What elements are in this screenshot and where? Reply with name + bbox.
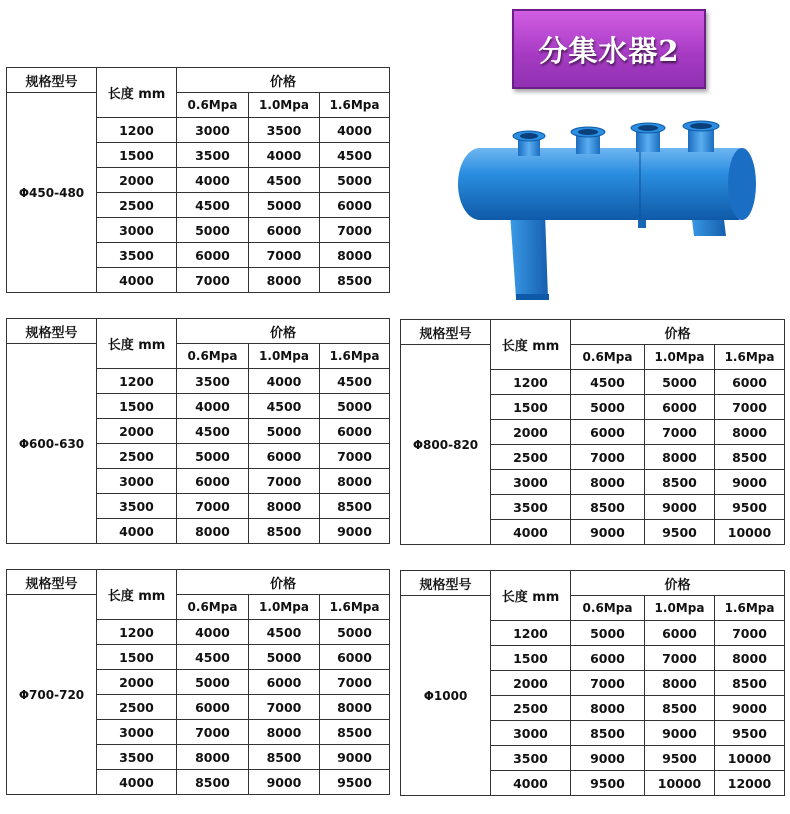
header-price: 价格: [177, 570, 390, 595]
price-cell: 6000: [645, 395, 715, 420]
price-cell: 8500: [177, 770, 249, 795]
price-cell: 10000: [715, 520, 785, 545]
header-pressure: 1.6Mpa: [320, 595, 390, 620]
price-table-1000: [400, 570, 785, 796]
price-cell: 9500: [320, 770, 390, 795]
header-length: 长度 mm: [491, 320, 571, 370]
price-cell: 4500: [249, 394, 320, 419]
price-cell: 8500: [320, 494, 390, 519]
price-cell: 12000: [715, 771, 785, 796]
price-cell: 7000: [249, 469, 320, 494]
price-cell: 6000: [249, 670, 320, 695]
price-cell: 4000: [249, 369, 320, 394]
model-cell: Φ1000: [401, 596, 491, 796]
header-pressure: 0.6Mpa: [177, 93, 249, 118]
model-cell: Φ800-820: [401, 345, 491, 545]
header-price: 价格: [177, 319, 390, 344]
price-cell: 4500: [571, 370, 645, 395]
price-cell: 7000: [715, 395, 785, 420]
price-cell: 8000: [715, 646, 785, 671]
price-cell: 8500: [571, 721, 645, 746]
price-cell: 9000: [715, 696, 785, 721]
header-length: 长度 mm: [491, 571, 571, 621]
length-cell: 2500: [97, 193, 177, 218]
page-title: 分集水器2: [538, 33, 680, 68]
price-cell: 7000: [177, 268, 249, 293]
price-table-800-820: [400, 319, 785, 545]
price-cell: 8500: [249, 519, 320, 544]
price-cell: 5000: [177, 670, 249, 695]
price-cell: 9000: [645, 721, 715, 746]
length-cell: 3500: [491, 746, 571, 771]
price-cell: 6000: [571, 420, 645, 445]
length-cell: 1500: [97, 645, 177, 670]
price-cell: 9000: [320, 745, 390, 770]
price-cell: 5000: [320, 620, 390, 645]
price-cell: 5000: [177, 444, 249, 469]
length-cell: 1500: [491, 395, 571, 420]
length-cell: 2000: [97, 670, 177, 695]
length-cell: 1500: [97, 143, 177, 168]
price-cell: 6000: [177, 695, 249, 720]
price-cell: 4000: [177, 394, 249, 419]
price-cell: 4000: [177, 620, 249, 645]
length-cell: 3500: [491, 495, 571, 520]
header-pressure: 0.6Mpa: [571, 345, 645, 370]
price-cell: 8500: [715, 445, 785, 470]
header-pressure: 1.0Mpa: [249, 93, 320, 118]
length-cell: 3000: [97, 218, 177, 243]
water-manifold-illustration: [450, 118, 770, 308]
price-cell: 8000: [645, 445, 715, 470]
price-cell: 8000: [249, 268, 320, 293]
price-cell: 8000: [715, 420, 785, 445]
header-pressure: 0.6Mpa: [177, 595, 249, 620]
price-cell: 6000: [249, 444, 320, 469]
price-cell: 5000: [571, 395, 645, 420]
length-cell: 3000: [97, 469, 177, 494]
price-cell: 5000: [249, 419, 320, 444]
price-cell: 5000: [320, 168, 390, 193]
price-cell: 6000: [571, 646, 645, 671]
price-cell: 4500: [249, 168, 320, 193]
price-cell: 5000: [249, 193, 320, 218]
price-cell: 8500: [320, 720, 390, 745]
price-cell: 7000: [320, 444, 390, 469]
price-cell: 7000: [177, 720, 249, 745]
length-cell: 1200: [491, 621, 571, 646]
price-cell: 6000: [320, 645, 390, 670]
price-cell: 9000: [571, 520, 645, 545]
price-cell: 7000: [249, 243, 320, 268]
length-cell: 2500: [97, 444, 177, 469]
price-cell: 3500: [177, 143, 249, 168]
model-cell: Φ700-720: [7, 595, 97, 795]
price-cell: 7000: [571, 445, 645, 470]
length-cell: 3000: [97, 720, 177, 745]
price-cell: 8000: [177, 519, 249, 544]
length-cell: 4000: [97, 770, 177, 795]
price-cell: 7000: [645, 646, 715, 671]
price-cell: 8000: [320, 695, 390, 720]
length-cell: 2000: [491, 420, 571, 445]
price-table-600-630: [6, 318, 390, 544]
price-cell: 8000: [249, 494, 320, 519]
price-cell: 8500: [571, 495, 645, 520]
price-cell: 6000: [645, 621, 715, 646]
length-cell: 3000: [491, 721, 571, 746]
header-model: 规格型号: [7, 570, 97, 595]
header-pressure: 0.6Mpa: [571, 596, 645, 621]
price-cell: 8000: [571, 470, 645, 495]
price-cell: 4500: [320, 369, 390, 394]
price-cell: 8500: [645, 696, 715, 721]
model-cell: Φ600-630: [7, 344, 97, 544]
length-cell: 2000: [491, 671, 571, 696]
header-length: 长度 mm: [97, 68, 177, 118]
price-cell: 8500: [715, 671, 785, 696]
header-price: 价格: [177, 68, 390, 93]
price-cell: 9500: [571, 771, 645, 796]
length-cell: 1500: [97, 394, 177, 419]
price-cell: 3500: [177, 369, 249, 394]
price-cell: 8500: [320, 268, 390, 293]
length-cell: 4000: [491, 520, 571, 545]
price-cell: 5000: [320, 394, 390, 419]
header-pressure: 1.6Mpa: [715, 596, 785, 621]
header-length: 长度 mm: [97, 319, 177, 369]
price-table-450-480: [6, 67, 390, 293]
length-cell: 1200: [491, 370, 571, 395]
price-cell: 8000: [320, 469, 390, 494]
price-cell: 7000: [571, 671, 645, 696]
price-cell: 7000: [249, 695, 320, 720]
length-cell: 3000: [491, 470, 571, 495]
length-cell: 2500: [491, 696, 571, 721]
price-cell: 4000: [320, 118, 390, 143]
length-cell: 3500: [97, 243, 177, 268]
header-model: 规格型号: [7, 319, 97, 344]
length-cell: 2500: [97, 695, 177, 720]
price-cell: 9000: [249, 770, 320, 795]
header-pressure: 1.6Mpa: [715, 345, 785, 370]
header-price: 价格: [571, 320, 785, 345]
price-cell: 5000: [177, 218, 249, 243]
header-pressure: 1.6Mpa: [320, 344, 390, 369]
price-cell: 9500: [715, 721, 785, 746]
header-pressure: 1.0Mpa: [645, 345, 715, 370]
price-cell: 4500: [177, 645, 249, 670]
price-cell: 9000: [715, 470, 785, 495]
header-pressure: 0.6Mpa: [177, 344, 249, 369]
price-cell: 3500: [249, 118, 320, 143]
price-cell: 7000: [715, 621, 785, 646]
price-cell: 8000: [320, 243, 390, 268]
price-cell: 4500: [177, 193, 249, 218]
price-cell: 7000: [645, 420, 715, 445]
header-model: 规格型号: [7, 68, 97, 93]
price-cell: 5000: [645, 370, 715, 395]
length-cell: 2000: [97, 419, 177, 444]
length-cell: 3500: [97, 745, 177, 770]
header-model: 规格型号: [401, 320, 491, 345]
price-cell: 9000: [645, 495, 715, 520]
length-cell: 1200: [97, 620, 177, 645]
price-cell: 9000: [320, 519, 390, 544]
price-cell: 7000: [177, 494, 249, 519]
price-cell: 4500: [320, 143, 390, 168]
price-cell: 8000: [571, 696, 645, 721]
price-cell: 9500: [645, 520, 715, 545]
price-cell: 6000: [177, 243, 249, 268]
price-cell: 6000: [249, 218, 320, 243]
title-banner: [512, 9, 706, 89]
price-cell: 8000: [177, 745, 249, 770]
price-cell: 8500: [249, 745, 320, 770]
price-cell: 6000: [177, 469, 249, 494]
length-cell: 4000: [97, 519, 177, 544]
price-cell: 6000: [320, 193, 390, 218]
price-cell: 5000: [571, 621, 645, 646]
length-cell: 4000: [491, 771, 571, 796]
price-cell: 6000: [715, 370, 785, 395]
length-cell: 4000: [97, 268, 177, 293]
length-cell: 1200: [97, 369, 177, 394]
length-cell: 2000: [97, 168, 177, 193]
model-cell: Φ450-480: [7, 93, 97, 293]
header-price: 价格: [571, 571, 785, 596]
price-cell: 9000: [571, 746, 645, 771]
price-cell: 3000: [177, 118, 249, 143]
header-pressure: 1.0Mpa: [645, 596, 715, 621]
price-cell: 4000: [249, 143, 320, 168]
price-cell: 4500: [249, 620, 320, 645]
price-cell: 6000: [320, 419, 390, 444]
price-cell: 9500: [715, 495, 785, 520]
price-table-700-720: [6, 569, 390, 795]
header-model: 规格型号: [401, 571, 491, 596]
header-length: 长度 mm: [97, 570, 177, 620]
price-cell: 4500: [177, 419, 249, 444]
price-cell: 8500: [645, 470, 715, 495]
length-cell: 1500: [491, 646, 571, 671]
length-cell: 3500: [97, 494, 177, 519]
length-cell: 2500: [491, 445, 571, 470]
price-cell: 10000: [645, 771, 715, 796]
price-cell: 8000: [249, 720, 320, 745]
price-cell: 7000: [320, 218, 390, 243]
price-cell: 7000: [320, 670, 390, 695]
price-cell: 10000: [715, 746, 785, 771]
price-cell: 4000: [177, 168, 249, 193]
length-cell: 1200: [97, 118, 177, 143]
price-cell: 9500: [645, 746, 715, 771]
header-pressure: 1.0Mpa: [249, 344, 320, 369]
header-pressure: 1.0Mpa: [249, 595, 320, 620]
price-cell: 5000: [249, 645, 320, 670]
price-cell: 8000: [645, 671, 715, 696]
header-pressure: 1.6Mpa: [320, 93, 390, 118]
